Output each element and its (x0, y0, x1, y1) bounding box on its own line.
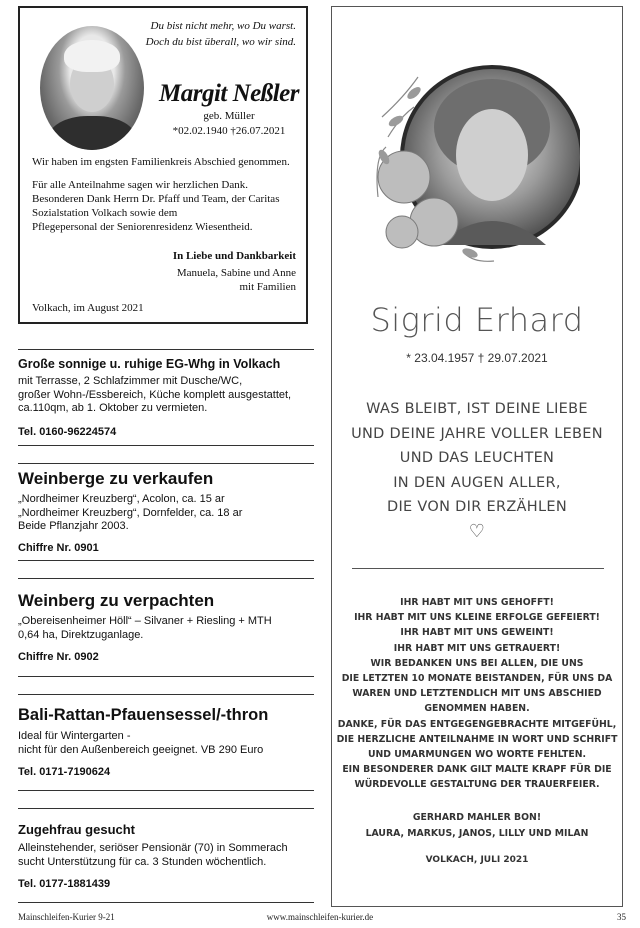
divider (18, 808, 314, 809)
place-date: Volkach, im August 2021 (32, 302, 144, 314)
divider (18, 445, 314, 446)
ad-body-line: Beide Pflanzjahr 2003. (18, 520, 129, 532)
ad-contact: Tel. 0160-96224574 (18, 425, 117, 438)
ad-contact: Chiffre Nr. 0901 (18, 541, 99, 554)
ad-contact: Chiffre Nr. 0902 (18, 651, 99, 663)
ad-body-line: „Obereisenheimer Höll“ – Silvaner + Riesling + MTH (18, 615, 272, 627)
ad-body-line: Ideal für Wintergarten - (18, 730, 131, 742)
verse-line: WAS BLEIBT, IST DEINE LIEBE (366, 401, 588, 417)
message-line: DANKE, FÜR DAS ENTGEGENGEBRACHTE MITGEFÜHL, (337, 718, 617, 730)
handwritten-verse (332, 397, 622, 542)
ad-body-line: 0,64 ha, Direktzuganlage. (18, 628, 144, 641)
divider (18, 902, 314, 903)
message-line: IHR HABT MIT UNS GEHOFFT! (400, 597, 554, 608)
signers (177, 266, 296, 294)
message-line: UND UMARMUNGEN WO WORTE FEHLTEN. (367, 749, 587, 761)
divider (18, 560, 314, 561)
ad-body-line: ca.110qm, ab 1. Oktober zu vermieten. (18, 402, 208, 414)
heart-icon: ♡ (468, 520, 486, 542)
ad-body-line: großer Wohn-/Essbereich, Küche komplett ausgestattet, (18, 388, 292, 401)
ad-body-line: „Nordheimer Kreuzberg“, Dornfelder, ca. 18 ar (18, 506, 243, 519)
ad-contact: Tel. 0171-7190624 (18, 766, 111, 778)
obituary-text: Wir haben im engsten Familienkreis Abschied genommen. (32, 156, 290, 168)
ad-vineyard-lease (18, 591, 314, 663)
message-line: EIN BESONDERER DANK GILT MALTE KRAPF FÜR DIE (342, 764, 612, 776)
ad-title: Zugehfrau gesucht (18, 822, 136, 837)
ad-title: Weinberg zu verpachten (18, 591, 215, 610)
ad-body (18, 842, 314, 869)
footer-website: www.mainschleifen-kurier.de (266, 912, 374, 922)
deceased-name: Margit Neßler (158, 80, 300, 107)
ad-body (18, 730, 314, 757)
maiden-name: geb. Müller (203, 110, 255, 122)
divider (18, 676, 314, 677)
floral-portrait-frame (374, 57, 580, 263)
ad-body-line: sucht Unterstützung für ca. 3 Stunden wöchentlich. (18, 855, 267, 868)
signers (332, 810, 622, 841)
divider (18, 790, 314, 791)
thank-you-message (336, 595, 618, 793)
message-line: GENOMMEN HABEN. (424, 703, 530, 715)
verse-line: UND DAS LEUCHTEN (399, 450, 555, 466)
thanks-line: Pflegepersonal der Seniorenresidenz Wiesentheid. (32, 221, 253, 233)
ad-vineyards-sale (18, 469, 314, 554)
ad-rattan-chair (18, 706, 314, 778)
ad-title: Weinberge zu verkaufen (18, 469, 214, 488)
deceased-name: Sigrid Erhard (370, 301, 584, 339)
place-date: VOLKACH, JULI 2021 (425, 855, 529, 865)
divider (18, 578, 314, 579)
ad-body (18, 375, 314, 416)
signer-line: LAURA, MARKUS, JANOS, LILLY UND MILAN (365, 827, 589, 839)
signer-line: GERHARD MAHLER BON! (412, 812, 542, 823)
divider (18, 463, 314, 464)
ad-cleaner-wanted (18, 822, 314, 890)
message-line: DIE LETZTEN 10 MONATE BEISTANDEN, FÜR UNS DA (341, 673, 613, 685)
quote-line: Du bist nicht mehr, wo Du warst. (150, 20, 296, 32)
life-dates: * 23.04.1957 † 29.07.2021 (406, 351, 548, 365)
portrait-photo (40, 26, 144, 150)
ad-apartment (18, 357, 314, 438)
ad-title: Bali-Rattan-Pfauensessel/-thron (18, 706, 269, 724)
divider (18, 694, 314, 695)
page-number: 35 (617, 912, 626, 922)
signer-line: Manuela, Sabine und Anne (176, 267, 296, 279)
ad-contact: Tel. 0177-1881439 (18, 878, 111, 890)
quote-line: Doch du bist überall, wo wir sind. (145, 36, 296, 48)
obituary-sigrid (331, 6, 623, 907)
message-line: IHR HABT MIT UNS KLEINE ERFOLGE GEFEIERT! (354, 612, 600, 624)
life-dates: *02.02.1940 †26.07.2021 (172, 125, 286, 137)
closing-heading: In Liebe und Dankbarkeit (172, 250, 296, 262)
signer-line: mit Familien (239, 281, 296, 293)
obituary-quote (146, 18, 296, 50)
footer-publication: Mainschleifen-Kurier 9-21 (18, 912, 115, 922)
verse-line: DIE VON DIR ERZÄHLEN (387, 499, 567, 515)
ad-body-line: Alleinstehender, seriöser Pensionär (70) in Sommerach (18, 842, 288, 854)
message-line: WAREN UND LETZTENDLICH MIT UNS ABSCHIED (352, 688, 602, 700)
thanks-line: Für alle Anteilnahme sagen wir herzlichen Dank. (32, 179, 248, 191)
thanks-line: Besonderen Dank Herrn Dr. Pfaff und Team, der Caritas (32, 193, 280, 205)
message-line: IHR HABT MIT UNS GETRAUERT! (393, 642, 561, 654)
ad-title: Große sonnige u. ruhige EG-Whg in Volkach (18, 357, 281, 371)
verse-line: IN DEN AUGEN ALLER, (393, 474, 561, 491)
ad-body (18, 493, 314, 534)
obituary-margit (18, 6, 308, 324)
divider (18, 349, 314, 350)
thanks-line: Sozialstation Volkach sowie dem (32, 207, 178, 219)
obituary-thanks (32, 178, 307, 234)
divider (352, 568, 604, 569)
message-line: IHR HABT MIT UNS GEWEINT! (400, 627, 554, 639)
message-line: WIR BEDANKEN UNS BEI ALLEN, DIE UNS (370, 657, 584, 669)
ad-body-line: „Nordheimer Kreuzberg“, Acolon, ca. 15 ar (18, 493, 225, 505)
ad-body-line: nicht für den Außenbereich geeignet. VB 290 Euro (18, 743, 264, 756)
ad-body (18, 615, 314, 642)
verse-line: UND DEINE JAHRE VOLLER LEBEN (351, 425, 603, 442)
ad-body-line: mit Terrasse, 2 Schlafzimmer mit Dusche/WC, (18, 375, 243, 387)
message-line: WÜRDEVOLLE GESTALTUNG DER TRAUERFEIER. (354, 779, 600, 791)
message-line: DIE HERZLICHE ANTEILNAHME IN WORT UND SCHRIFT (336, 733, 618, 745)
